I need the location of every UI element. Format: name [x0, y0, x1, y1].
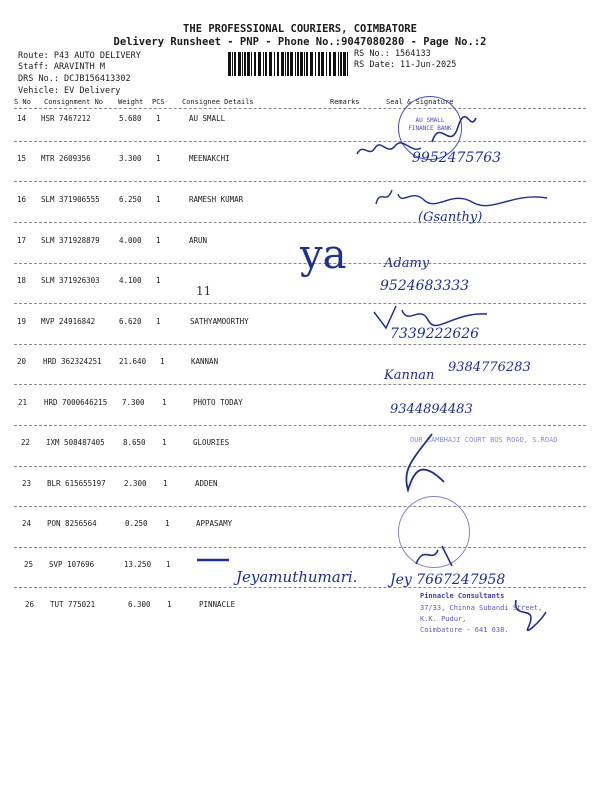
row21-phone: 9344894483 — [390, 402, 473, 417]
barcode-bar — [277, 52, 279, 76]
row26-signature — [510, 592, 550, 636]
barcode-bar — [258, 52, 261, 76]
row-consignment: SLM 371928879 — [41, 236, 100, 245]
row-sno: 22 — [21, 438, 31, 447]
row-pcs: 1 — [166, 560, 171, 569]
row-sno: 21 — [18, 398, 28, 407]
barcode-graphic — [228, 52, 348, 76]
barcode-bar — [290, 52, 293, 76]
row-weight: 8.650 — [123, 438, 146, 447]
row-divider — [14, 384, 586, 385]
barcode-bar — [333, 52, 336, 76]
col-seal-signature: Seal & Signature — [386, 98, 454, 106]
row-consignment: HRD 362324251 — [43, 357, 102, 366]
barcode-bar — [251, 52, 252, 76]
row-consignment: PON 8256564 — [47, 519, 97, 528]
row-consignee: APPASAMY — [196, 519, 233, 528]
row-sno: 19 — [17, 317, 27, 326]
row-weight: 7.300 — [122, 398, 145, 407]
row-pcs: 1 — [156, 195, 161, 204]
row-consignment: MTR 2609356 — [41, 154, 91, 163]
barcode-bar — [297, 52, 299, 76]
col-weight: Weight — [118, 98, 144, 106]
barcode-bar — [228, 52, 231, 76]
row15-phone: 9952475763 — [412, 150, 502, 166]
row18-mark: 11 — [196, 284, 212, 298]
barcode-bar — [244, 52, 246, 76]
row-pcs: 1 — [167, 600, 172, 609]
row-divider — [14, 547, 586, 548]
pinnacle-stamp-addr2: K.K. Pudur, — [420, 615, 467, 623]
barcode-bar — [321, 52, 324, 76]
barcode-bar — [315, 52, 316, 76]
row-consignment: HRD 7000646215 — [44, 398, 108, 407]
row-pcs: 1 — [165, 519, 170, 528]
row-consignee: PHOTO TODAY — [193, 398, 243, 407]
table-row — [0, 519, 600, 533]
row-weight: 3.300 — [119, 154, 142, 163]
row-divider — [14, 466, 586, 467]
row-sno: 20 — [17, 357, 27, 366]
row16-name: (Gsanthy) — [418, 210, 483, 225]
barcode-bar — [304, 52, 305, 76]
barcode-bar — [242, 52, 243, 76]
row-divider — [14, 181, 586, 182]
row-sno: 15 — [17, 154, 27, 163]
barcode-bar — [285, 52, 286, 76]
row-sno: 16 — [17, 195, 27, 204]
row-sno: 25 — [24, 560, 34, 569]
barcode-bar — [265, 52, 267, 76]
row14-signature — [430, 112, 480, 152]
row16-signature — [372, 184, 552, 210]
row-consignment: SVP 107696 — [49, 560, 95, 569]
row-pcs: 1 — [162, 398, 167, 407]
row-consignee: MEENAKCHI — [189, 154, 230, 163]
row25-phone: Jey 7667247958 — [390, 572, 506, 588]
rs-number: RS No.: 1564133 — [354, 49, 431, 59]
row-consignment: IXM 508487405 — [46, 438, 105, 447]
vehicle-label: Vehicle: EV Delivery — [18, 86, 121, 96]
barcode-bar — [340, 52, 342, 76]
row-sno: 24 — [22, 519, 32, 528]
row17-mark: ya — [300, 232, 347, 278]
row-consignee: PINNACLE — [199, 600, 236, 609]
row-consignment: MVP 24916842 — [41, 317, 96, 326]
barcode-bar — [300, 52, 303, 76]
barcode-bar — [269, 52, 272, 76]
row-weight: 13.250 — [124, 560, 152, 569]
drs-label: DRS No.: DCJB156413302 — [18, 74, 131, 84]
row-divider — [14, 344, 586, 345]
barcode-bar — [287, 52, 289, 76]
staff-label: Staff: ARAVINTH M — [18, 62, 105, 72]
row25-strike — [196, 556, 230, 564]
row-consignment: SLM 371926303 — [41, 276, 100, 285]
col-pcs: PCS — [152, 98, 165, 106]
barcode-bar — [238, 52, 241, 76]
row-divider — [14, 141, 586, 142]
barcode-bar — [234, 52, 236, 76]
pinnacle-stamp-name: Pinnacle Consultants — [420, 592, 505, 600]
barcode-bar — [263, 52, 264, 76]
row-pcs: 1 — [156, 236, 161, 245]
row-consignee: ADDEN — [195, 479, 218, 488]
table-row — [0, 479, 600, 493]
runsheet-title: Delivery Runsheet - PNP - Phone No.:9047080280 - Page No.:2 — [113, 36, 487, 48]
row-sno: 26 — [25, 600, 35, 609]
row-pcs: 1 — [163, 479, 168, 488]
col-sno: S No — [14, 98, 31, 106]
row-pcs: 1 — [162, 438, 167, 447]
row-divider — [14, 303, 586, 304]
row-divider — [14, 506, 586, 507]
header-divider — [14, 108, 586, 109]
row22-signature — [392, 430, 452, 500]
row-sno: 17 — [17, 236, 27, 245]
row-consignee: AU SMALL — [189, 114, 226, 123]
barcode-bar — [281, 52, 284, 76]
row-weight: 6.250 — [119, 195, 142, 204]
route-label: Route: P43 AUTO DELIVERY — [18, 51, 141, 61]
pinnacle-stamp-addr3: Coimbatore - 641 038. — [420, 626, 509, 634]
row-consignee: RAMESH KUMAR — [189, 195, 244, 204]
col-consignee: Consignee Details — [182, 98, 254, 106]
row-weight: 4.100 — [119, 276, 142, 285]
table-row — [0, 114, 600, 128]
row20-name: Kannan — [384, 368, 435, 383]
row19-phone: 7339222626 — [390, 326, 480, 342]
table-row — [0, 154, 600, 168]
barcode-bar — [232, 52, 233, 76]
au-finance-stamp-text: AU SMALL FINANCE BANK — [408, 117, 452, 132]
barcode-bar — [318, 52, 320, 76]
barcode-bar — [274, 52, 275, 76]
table-row — [0, 276, 600, 290]
row-consignment: TUT 775021 — [50, 600, 96, 609]
rs-date: RS Date: 11-Jun-2025 — [354, 60, 457, 70]
row18-name: Adamy — [384, 256, 430, 271]
table-row — [0, 398, 600, 412]
row-divider — [14, 425, 586, 426]
row-weight: 6.300 — [128, 600, 151, 609]
row18-phone: 9524683333 — [380, 278, 470, 294]
row-weight: 4.000 — [119, 236, 142, 245]
barcode-bar — [326, 52, 327, 76]
barcode-bar — [329, 52, 331, 76]
row-weight: 6.620 — [119, 317, 142, 326]
barcode-bar — [338, 52, 339, 76]
row-consignee: KANNAN — [191, 357, 219, 366]
row-consignment: HSR 7467212 — [41, 114, 91, 123]
col-consignment: Consignment No — [44, 98, 104, 106]
row20-phone: 9384776283 — [448, 360, 531, 375]
row-divider — [14, 222, 586, 223]
pinnacle-stamp-addr1: 37/33, Chinna Subandi Street, — [420, 604, 543, 612]
row-pcs: 1 — [156, 317, 161, 326]
row-consignee: GLOURIES — [193, 438, 230, 447]
barcode-bar — [254, 52, 256, 76]
company-title: THE PROFESSIONAL COURIERS, COIMBATORE — [183, 23, 417, 35]
row25-consignee-handwritten: Jeyamuthumari. — [236, 568, 358, 586]
row22-stamp-text: OUR SAMBHAJI COURT BUS ROAD, S.ROAD — [410, 436, 558, 444]
barcode-bar — [343, 52, 346, 76]
row-consignment: SLM 371906555 — [41, 195, 100, 204]
row-consignee: ARUN — [189, 236, 208, 245]
row-sno: 23 — [22, 479, 32, 488]
row24-signature — [412, 540, 462, 570]
table-row — [0, 317, 600, 331]
row-pcs: 1 — [160, 357, 165, 366]
row-weight: 0.250 — [125, 519, 148, 528]
barcode-bar — [310, 52, 313, 76]
barcode-bar — [347, 52, 348, 76]
row-pcs: 1 — [156, 154, 161, 163]
barcode-bar — [306, 52, 308, 76]
barcode-bar — [247, 52, 250, 76]
row-pcs: 1 — [156, 276, 161, 285]
row-pcs: 1 — [156, 114, 161, 123]
row-weight: 21.640 — [119, 357, 147, 366]
row-sno: 14 — [17, 114, 27, 123]
row-consignment: BLR 615655197 — [47, 479, 106, 488]
row-sno: 18 — [17, 276, 27, 285]
row-weight: 5.680 — [119, 114, 142, 123]
row-consignee: SATHYAMOORTHY — [190, 317, 249, 326]
col-remarks: Remarks — [330, 98, 360, 106]
barcode-bar — [295, 52, 296, 76]
row-weight: 2.300 — [124, 479, 147, 488]
